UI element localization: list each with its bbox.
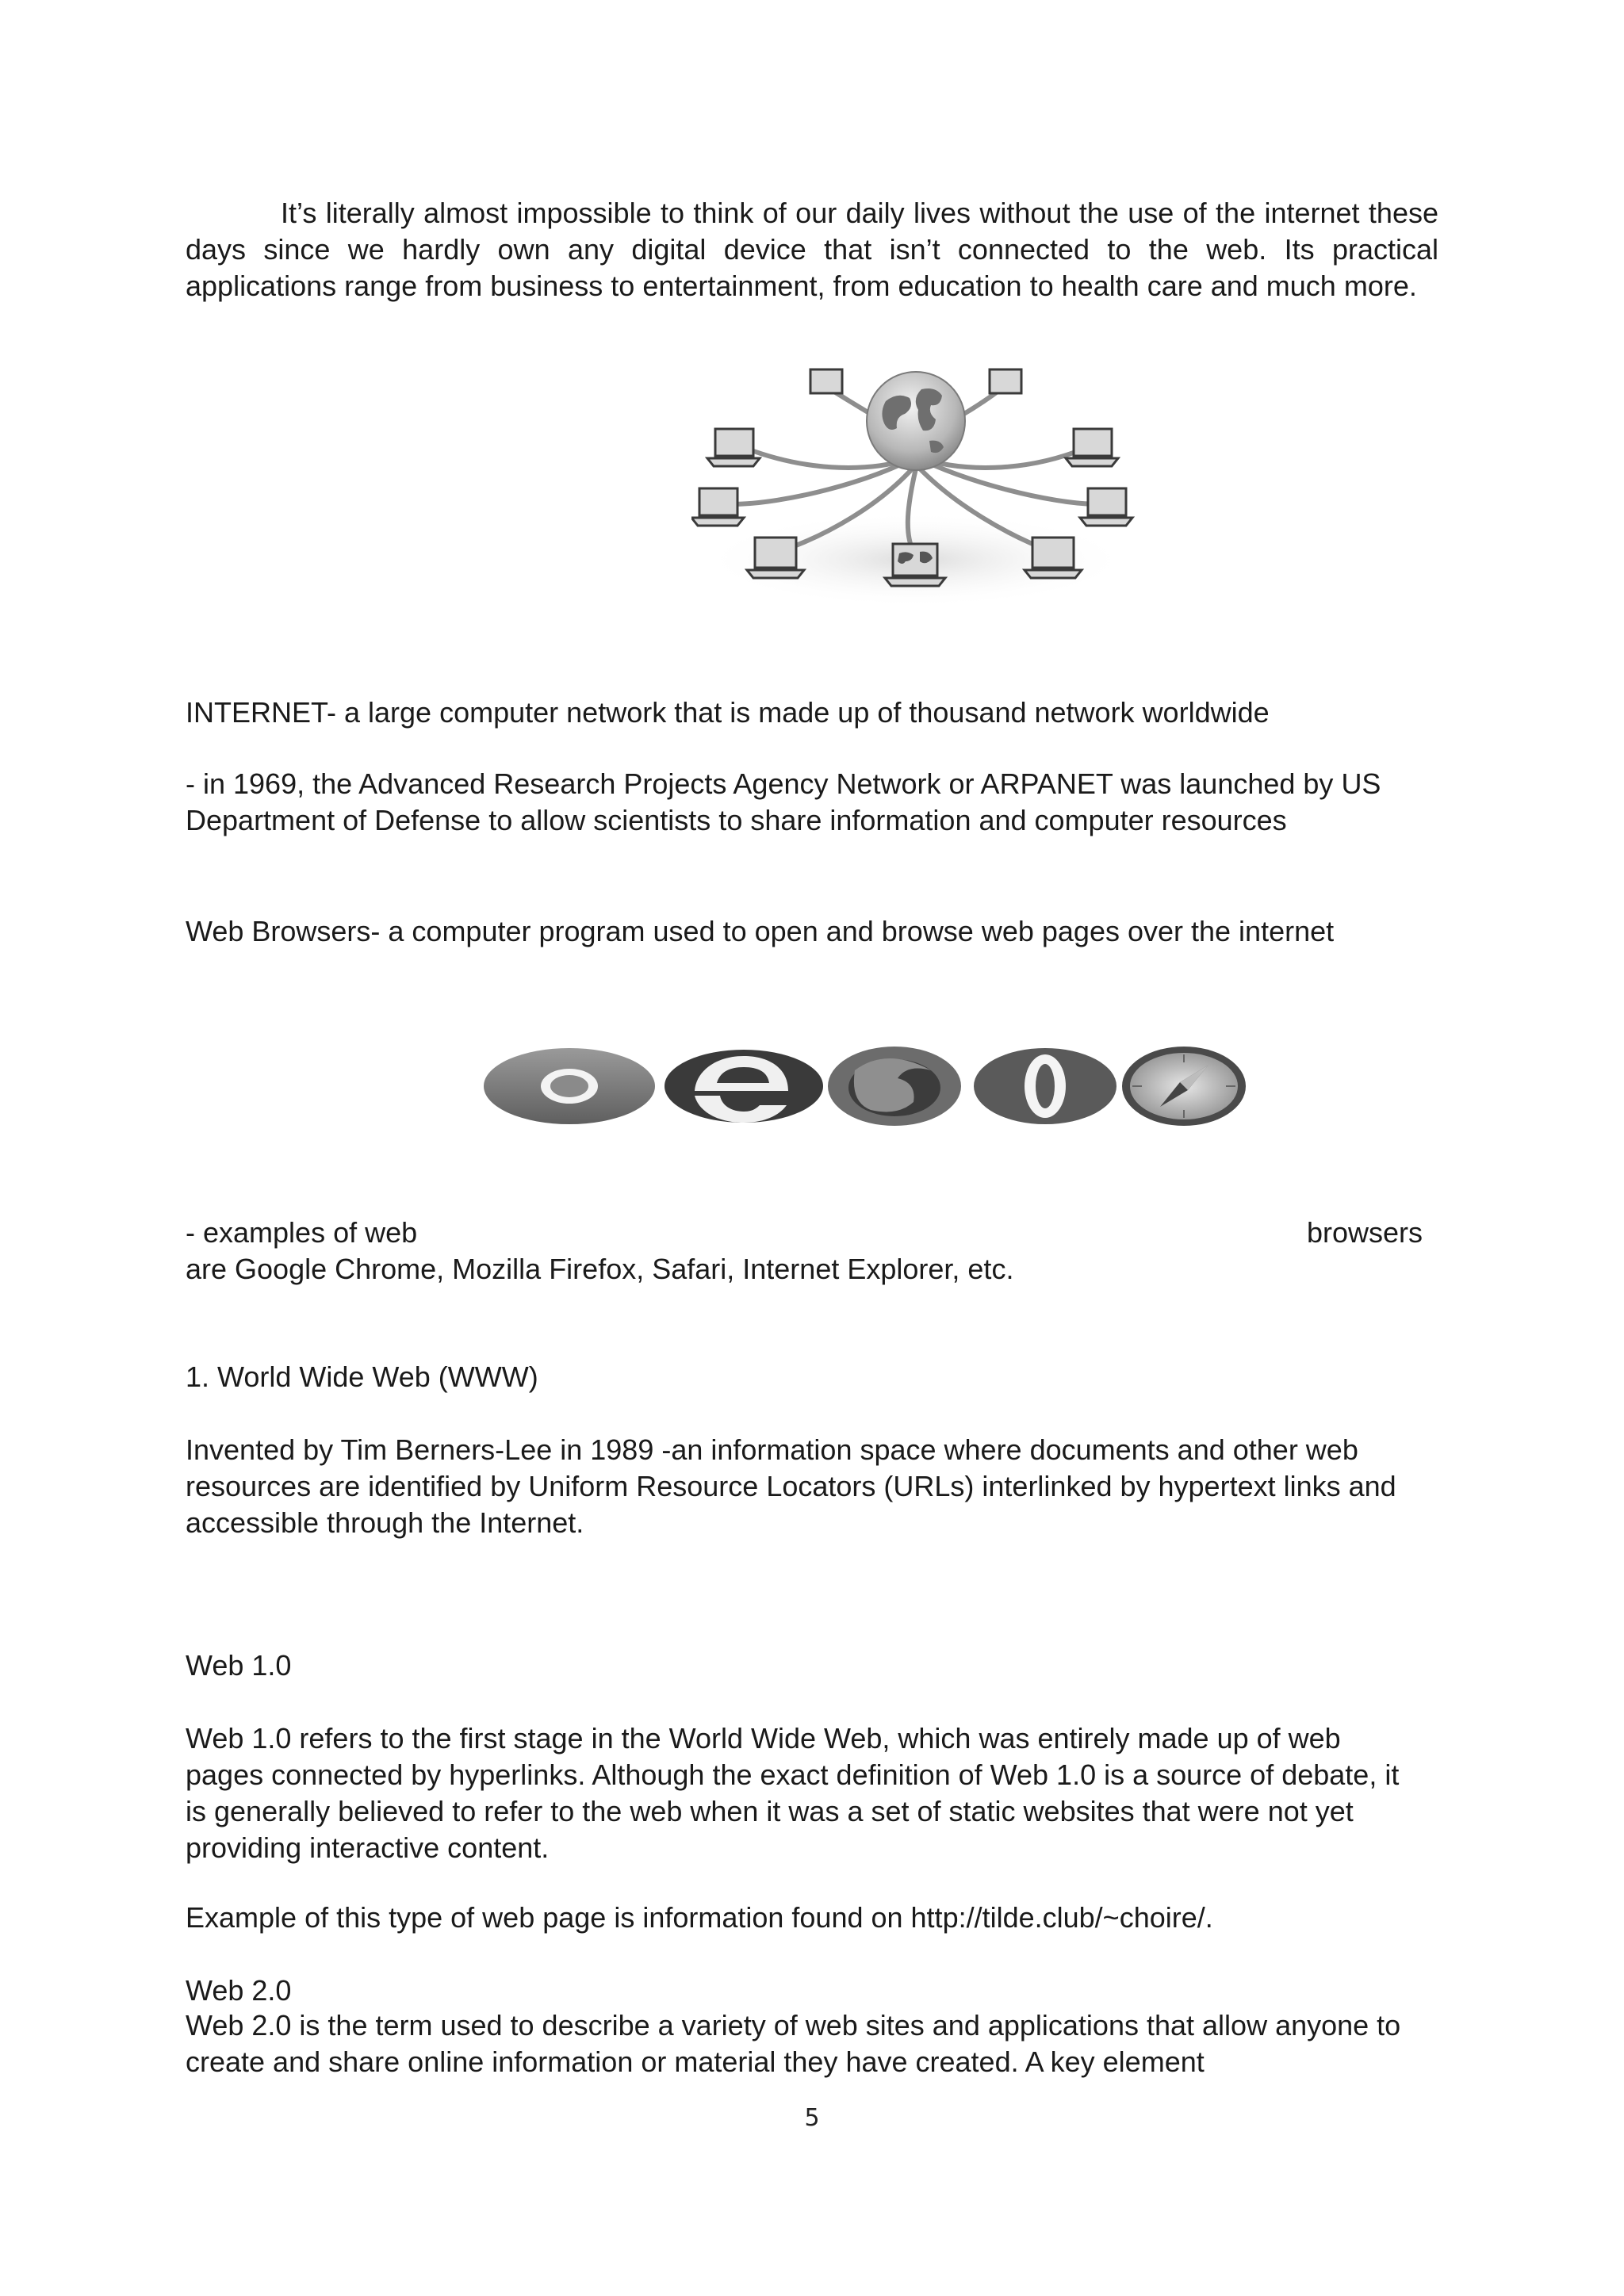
web1-paragraph: Web 1.0 refers to the first stage in the World Wide Web, which was entirely made up of web pages connected by hyperlinks. Although the exact definition of Web 1.0 is a source of debate, it is generally believed to refer to the web when it was a set of static websites that were not yet providing interactive content. — [186, 1722, 1400, 1864]
web2-heading: Web 2.0 — [186, 1974, 292, 2007]
internet-definition: INTERNET- a large computer network that is made up of thousand network worldwide — [186, 696, 1270, 729]
internet-explorer-icon — [665, 1050, 823, 1123]
web1-example: Example of this type of web page is information found on http://tilde.club/~choire/. — [186, 1901, 1213, 1934]
www-paragraph: Invented by Tim Berners-Lee in 1989 -an information space where documents and other web resources are identified by Uniform Resource Locators (URLs) interlinked by hypertext links and accessible through the Internet. — [186, 1433, 1396, 1539]
safari-icon — [1122, 1047, 1246, 1126]
network-globe-illustration — [691, 354, 1140, 607]
opera-icon — [974, 1048, 1116, 1124]
browser-logos-row — [482, 1039, 1248, 1134]
browser-examples-right: browsers — [1307, 1216, 1423, 1249]
web2-paragraph: Web 2.0 is the term used to describe a variety of web sites and applications that allow anyone to create and share online information or material they have created. A key element — [186, 2009, 1401, 2078]
www-heading: 1. World Wide Web (WWW) — [186, 1360, 538, 1393]
intro-paragraph: It’s literally almost impossible to think of our daily lives without the use of the internet these days since we hardly own any digital device that isn’t connected to the web. Its practical applications range from business to entertainment, from education to health care and much more. — [186, 197, 1438, 302]
page-number: 5 — [804, 2104, 820, 2132]
chrome-icon — [484, 1048, 655, 1124]
browser-examples-left: - examples of web — [186, 1216, 418, 1249]
arpanet-history: - in 1969, the Advanced Research Projects Agency Network or ARPANET was launched by US Department of Defense to allow scientists to share information and computer resources — [186, 767, 1381, 836]
web-browsers-definition: Web Browsers- a computer program used to open and browse web pages over the internet — [186, 915, 1335, 947]
browser-examples-list: are Google Chrome, Mozilla Firefox, Safari, Internet Explorer, etc. — [186, 1253, 1014, 1285]
web1-heading: Web 1.0 — [186, 1649, 292, 1682]
firefox-icon — [828, 1047, 961, 1126]
